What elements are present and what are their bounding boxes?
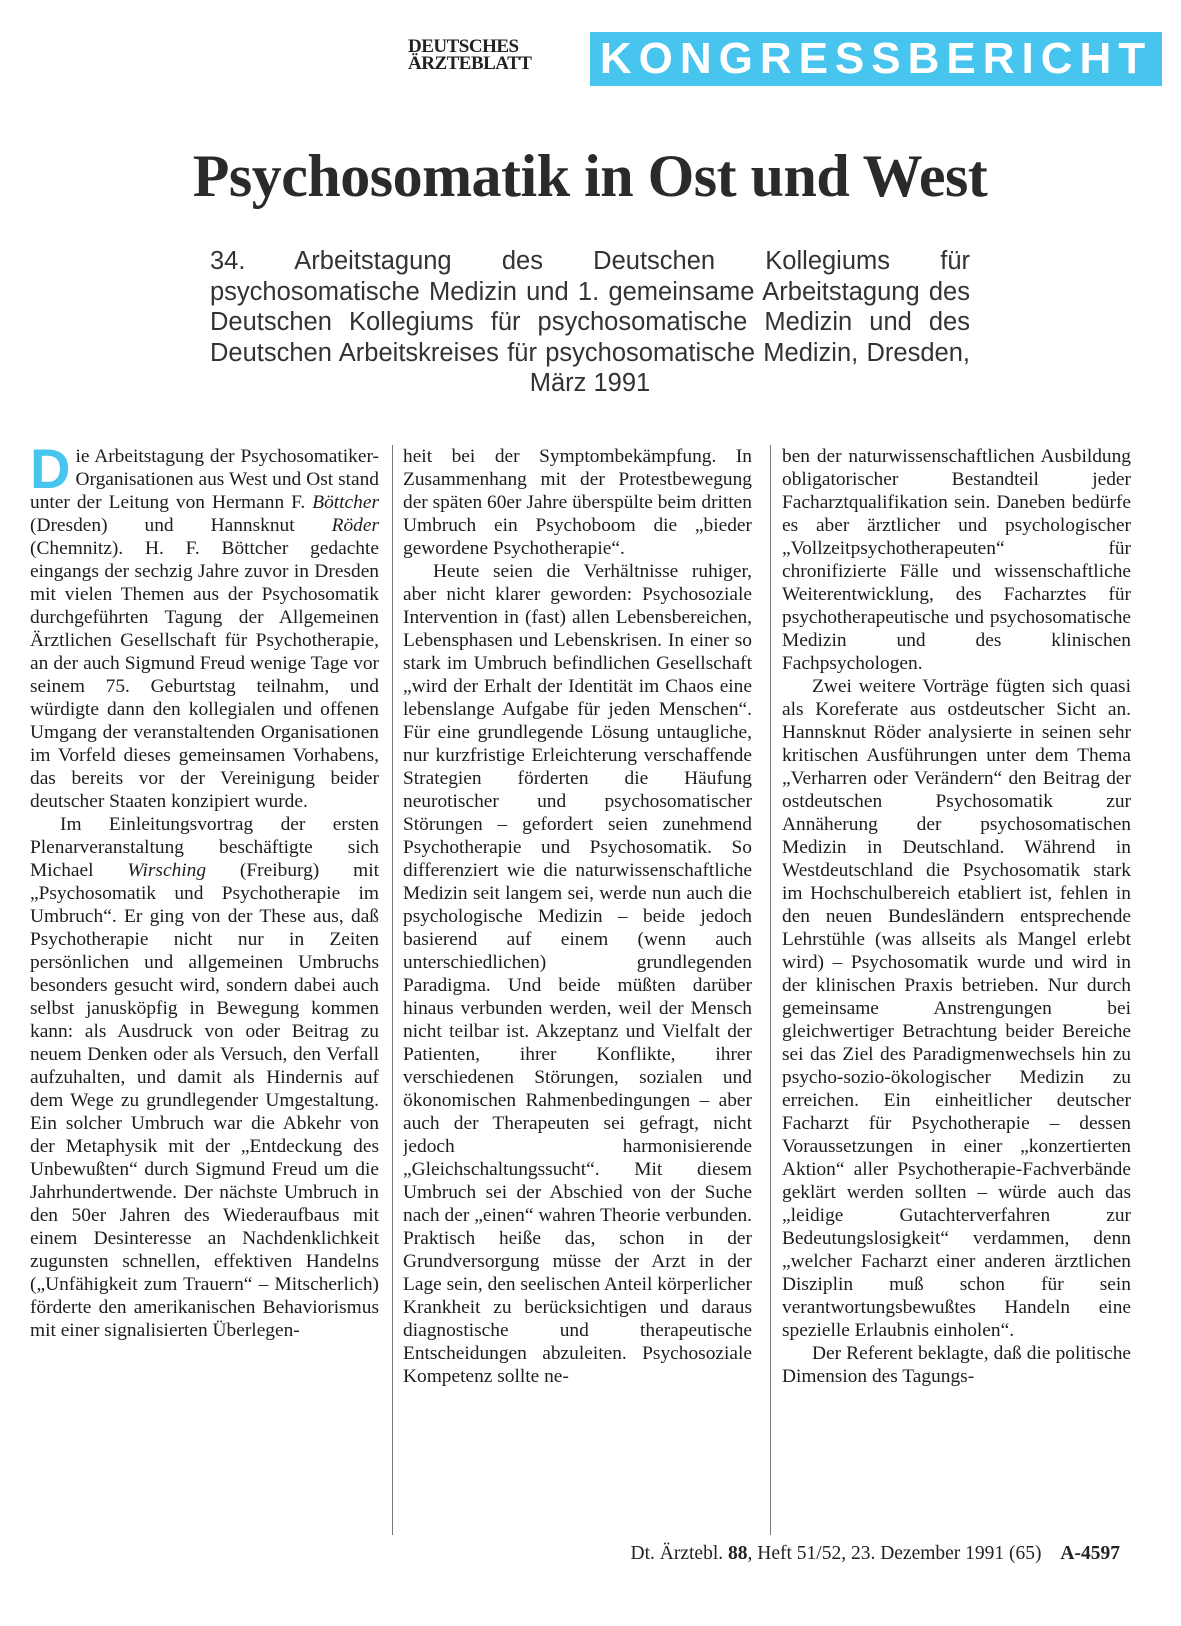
logo-line-2: ÄRZTEBLATT [408,53,532,74]
masthead [408,32,1160,86]
issue-info: , Heft 51/52, 23. Dezember 1991 (65) [747,1543,1042,1564]
page-number: A-4597 [1060,1543,1120,1564]
volume-number: 88 [728,1543,748,1564]
journal-logo [408,38,580,72]
paragraph [30,445,379,813]
text-run: ie Arbeitstagung der Psychosomatiker-Organisationen aus West und Ost stand unter der Leitung von Hermann F. [30,446,379,513]
paragraph: heit bei der Symptombekämpfung. In Zusammenhang mit der Protestbewegung der späten 60er Jahre überspülte beim dritten Umbruch ein Psychoboom die „bieder gewordene Psychotherapie“. [403,446,752,559]
person-name: Wirsching [127,860,207,881]
paragraph: ben der naturwissenschaftlichen Ausbildung obligatorischer Bestandteil jeder Facharztqualifikation sein. Daneben bedürfe es aber ärztlicher und psychologischer „Vollzeitpsychotherapeuten“ für chronifizierte Fälle und wissenschaftliche Weiterentwicklung, des Facharztes für psychotherapeutische und psychosomatische Medizin und des klinischen Fachpsychologen. [782,446,1131,674]
drop-cap: D [30,445,71,500]
text-run: (Freiburg) mit „Psychosomatik und Psychotherapie im Umbruch“. Er ging von der These aus, daß Psychotherapie nicht nur in Zeiten persönlichen und allgemeinen Umbruchs besonders gesucht wird, sondern dabei auch selbst janusköpfig in Bewegung kommen kann: als Ausdruck von oder Beitrag zu neuem Denken oder als Versuch, den Verfall aufzuhalten, und damit als Hindernis auf dem Wege zu grundlegender Umgestaltung. Ein solcher Umbruch war die Abkehr von der Metaphysik mit der „Entdeckung des Unbewußten“ durch Sigmund Freud um die Jahrhundertwende. Der nächste Umbruch in den 50er Jahren des Wiederaufbaus mit einem Desinteresse an Nachdenklichkeit zugunsten schnellen, effektiven Handelns („Unfähigkeit zum Trauern“ – Mitscherlich) förderte den amerikanischen Behaviorismus mit einer signalisierten Überlegen- [30,860,379,1341]
text-run: (Dresden) und Hannsknut [30,515,332,536]
paragraph: Heute seien die Verhältnisse ruhiger, aber nicht klarer geworden: Psychosoziale Intervention in (fast) allen Lebensbereichen, Lebensphasen und Lebenskrisen. In einer so stark im Umbruch befindlichen Gesellschaft „wird der Erhalt der Identität im Chaos eine lebenslange Aufgabe für jeden Menschen“. Für eine grundlegende Lösung untaugliche, nur kurzfristige Erleichterung verschaffende Strategien förderten die Häufung neurotischer und psychosomatischer Störungen – gefordert seien zunehmend Psychotherapie und Psychosomatik. So differenziert wie die naturwissenschaftliche Medizin seit langem sei, werde nun auch die psychologische Medizin – beide jedoch basierend auf einem (wenn auch unterschiedlichen) grundlegenden Paradigma. Und beide müßten darüber hinaus verbunden werden, weil der Mensch nicht teilbar ist. Akzeptanz und Vielfalt der Patienten, ihrer Konflikte, ihrer verschiedenen Störungen, sozialen und ökonomischen Rahmenbedingungen – aber auch der Therapeuten sei gefragt, nicht jedoch harmonisierende „Gleichschaltungssucht“. Mit diesem Umbruch sei der Abschied von der Suche nach der „einen“ wahren Theorie verbunden. Praktisch heiße das, schon in der Grundversorgung müsse der Arzt in der Lage sein, den seelischen Anteil körperlicher Krankheit zu berücksichtigen und daraus diagnostische und therapeutische Entscheidungen abzuleiten. Psychosoziale Kompetenz sollte ne- [403,561,752,1387]
section-banner: KONGRESSBERICHT [590,32,1162,86]
person-name: Böttcher [312,492,379,513]
paragraph [30,813,379,1342]
journal-abbrev: Dt. Ärztebl. [630,1543,724,1564]
article-title: Psychosomatik in Ost und West [192,143,988,209]
column-2 [403,445,752,1535]
column-divider [392,445,393,1535]
page-footer [540,1542,1120,1566]
column-1 [30,445,379,1535]
person-name: Röder [331,515,379,536]
text-run: (Chemnitz). H. F. Böttcher gedachte eingangs der sechzig Jahre zuvor in Dresden mit vielen Themen aus der Psychosomatik durchgeführten Tagung der Allgemeinen Ärztlichen Gesellschaft für Psychotherapie, an der auch Sigmund Freud wenige Tage vor seinem 75. Geburtstag teilnahm, und würdigte dann den kollegialen und offenen Umgang der veranstaltenden Organisationen im Vorfeld dieses gemeinsamen Vorhabens, das bereits vor der Vereinigung beider deutscher Staaten konzipiert wurde. [30,538,379,812]
column-divider [770,445,771,1535]
article-body [30,445,1160,1535]
logo-line-1: DEUTSCHES [408,36,519,57]
article-subtitle: 34. Arbeitstagung des Deutschen Kollegiums für psychosomatische Medizin und 1. gemeinsame Arbeitstagung des Deutschen Kollegiums für psychosomatische Medizin und des Deutschen Arbeitskreises für psychosomatische Medizin, Dresden, März 1991 [210,247,970,397]
column-3 [782,445,1131,1535]
paragraph: Zwei weitere Vorträge fügten sich quasi als Koreferate aus ostdeutscher Sicht an. Hannsknut Röder analysierte in seinen sehr kritischen Ausführungen unter dem Thema „Verharren oder Verändern“ den Beitrag der ostdeutschen Psychosomatik zur Annäherung der psychosomatischen Medizin in Deutschland. Während in Westdeutschland die Psychosomatik stark im Hochschulbereich etabliert ist, fehlen in den neuen Bundesländern entsprechende Lehrstühle (was allseits als Mangel erlebt wird) – Psychosomatik wurde und wird in der klinischen Praxis betrieben. Nur durch gemeinsame Anstrengungen bei gleichwertiger Betrachtung beider Bereiche sei das Ziel des Paradigmenwechsels hin zu psycho-sozio-ökologischer Medizin zu erreichen. Ein einheitlicher deutscher Facharzt für Psychotherapie – dessen Voraussetzungen in einer „konzertierten Aktion“ aller Psychotherapie-Fachverbände geklärt werden sollten – würde auch das „leidige Gutachterverfahren zur Bedeutungslosigkeit“ verdammen, denn „welcher Facharzt einer anderen ärztlichen Disziplin muß schon für sein verantwortungsbewußtes Handeln eine spezielle Erlaubnis einholen“. [782,676,1131,1341]
text-run: Im Einleitungsvortrag der ersten Plenarveranstaltung beschäftigte sich Michael [30,814,379,881]
paragraph: Der Referent beklagte, daß die politische Dimension des Tagungs- [782,1343,1131,1387]
